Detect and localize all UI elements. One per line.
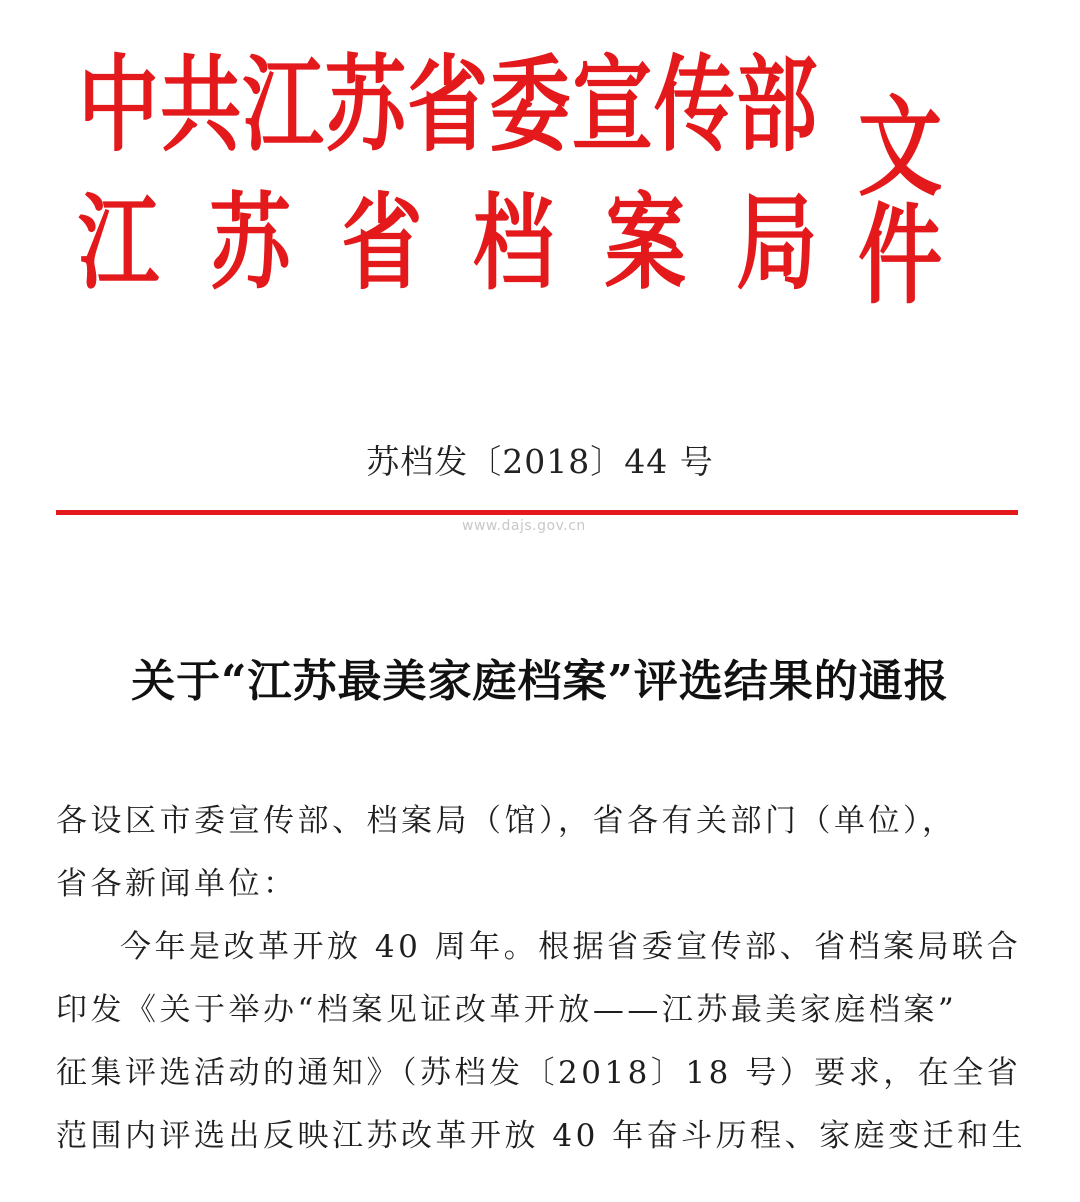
issuer-char: 传 bbox=[653, 44, 736, 166]
issuer-char: 江 bbox=[242, 44, 324, 166]
issuer-char: 局 bbox=[736, 182, 818, 304]
red-divider-line bbox=[56, 510, 1018, 515]
document-body bbox=[56, 790, 1027, 1168]
issuer-char: 部 bbox=[736, 44, 818, 166]
body-line: 印发《关于举办“档案见证改革开放——江苏最美家庭档案” bbox=[56, 992, 958, 1028]
issuer-char: 委 bbox=[489, 44, 571, 166]
issuer-char: 档 bbox=[472, 182, 555, 304]
body-line: 各设区市委宣传部、档案局（馆），省各有关部门（单位）， bbox=[56, 803, 957, 839]
watermark: www.dajs.gov.cn bbox=[462, 518, 586, 534]
issuer-char: 省 bbox=[341, 182, 423, 304]
issuer-char: 案 bbox=[604, 182, 686, 304]
document-number: 苏档发〔2018〕44 号 bbox=[366, 442, 714, 481]
issuer-char: 江 bbox=[78, 182, 160, 304]
body-line: 省各新闻单位： bbox=[56, 866, 298, 902]
issuer-line-propaganda-department bbox=[78, 40, 817, 170]
issuer-char: 省 bbox=[407, 44, 489, 166]
issuer-line-archives-bureau bbox=[78, 178, 817, 308]
document-title: 关于“江苏最美家庭档案”评选结果的通报 bbox=[131, 656, 949, 707]
issuer-char: 共 bbox=[160, 44, 242, 166]
body-line: 范围内评选出反映江苏改革开放 40 年奋斗历程、家庭变迁和生 bbox=[56, 1118, 1027, 1154]
body-line: 今年是改革开放 40 周年。根据省委宣传部、省档案局联合 bbox=[120, 929, 1022, 965]
document-label: 文件 bbox=[858, 86, 946, 319]
body-line: 征集评选活动的通知》（苏档发〔2018〕18 号）要求，在全省 bbox=[56, 1055, 1022, 1091]
issuer-char: 宣 bbox=[571, 44, 653, 166]
letterhead bbox=[0, 0, 1080, 340]
issuer-char: 苏 bbox=[324, 44, 406, 166]
issuer-char: 中 bbox=[78, 44, 160, 166]
issuer-char: 苏 bbox=[209, 182, 291, 304]
